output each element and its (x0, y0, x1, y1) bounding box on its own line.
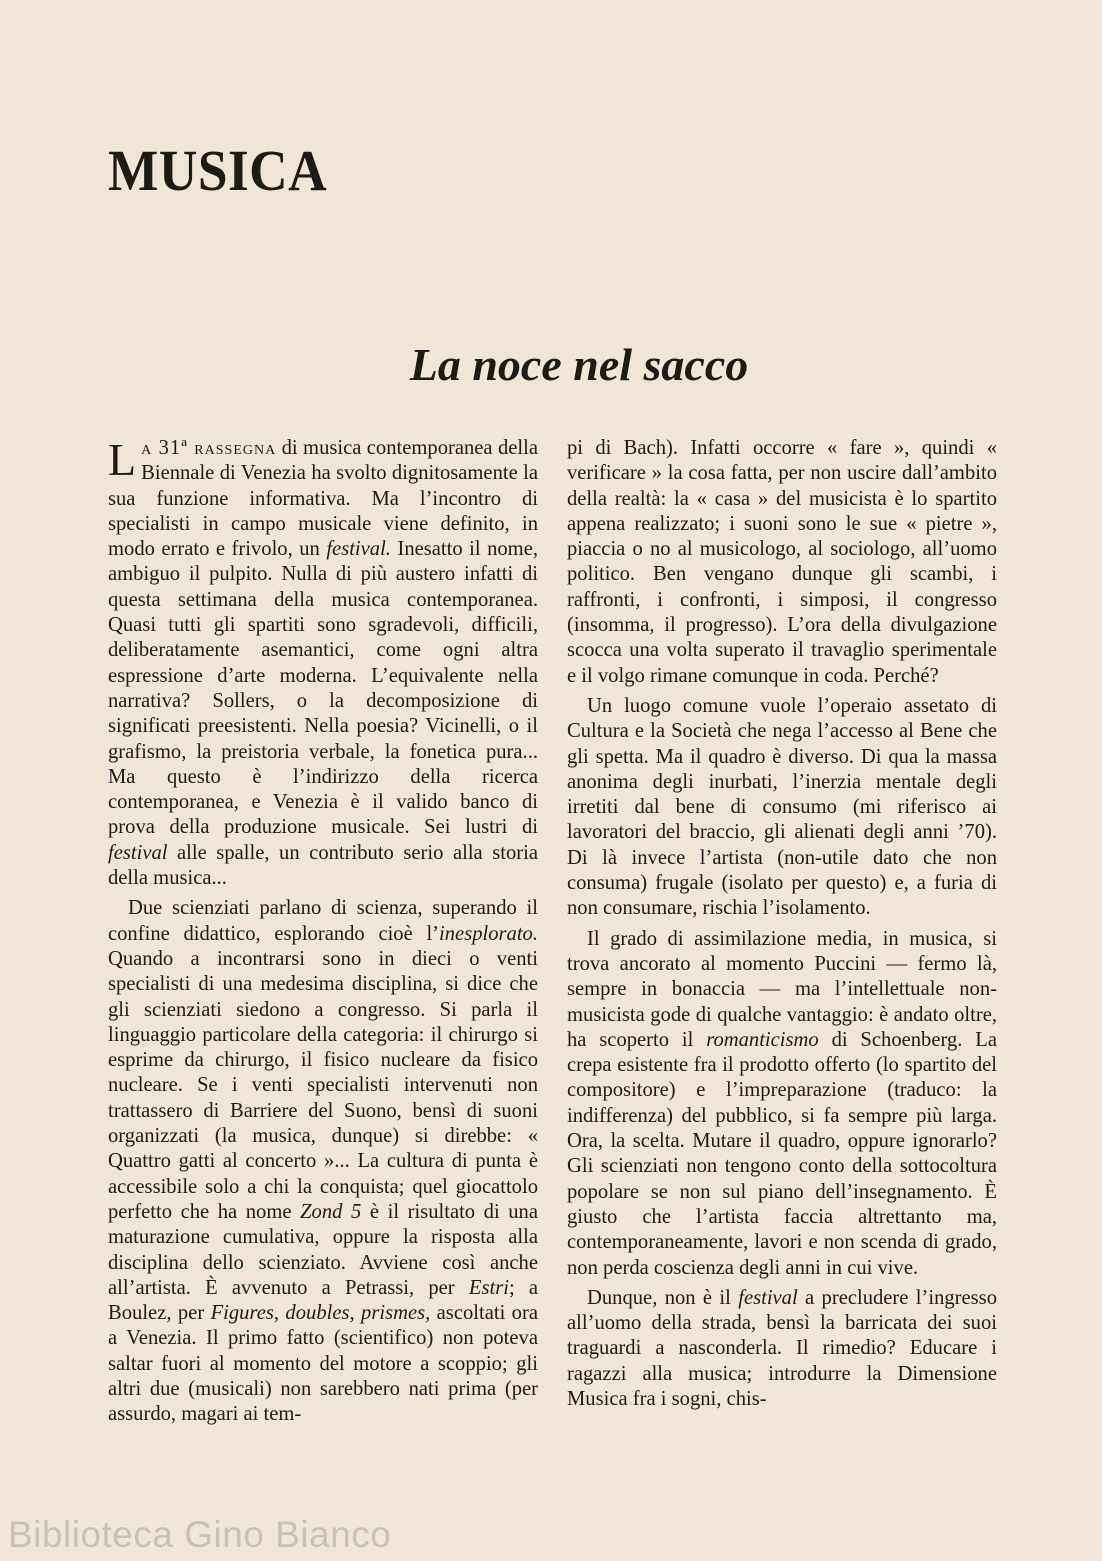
right-paragraph-3 (567, 927, 997, 1281)
italic-run: romanticismo (706, 1028, 819, 1051)
text-run: è il risultato di una maturazione cumulativa, oppure la risposta alla disciplina dello scienziato. Avviene così anche all’artista. È avvenuto a Petrassi, per (108, 1200, 538, 1299)
text-run: alle spalle, un contributo serio alla storia della musica... (108, 841, 538, 890)
article-title: La noce nel sacco (409, 339, 749, 390)
italic-run: festival (738, 1286, 798, 1309)
left-paragraph-1 (108, 436, 538, 891)
right-paragraph-1: pi di Bach). Infatti occorre « fare », quindi « verificare » la cosa fatta, per non uscire dall’ambito della realtà: la « casa » del musicista è lo spartito appena realizzato; i suoni sono le sue « pietre », piaccia o no al musicologo, al sociologo, all’uomo politico. Ben vengano dunque gli scambi, i raffronti, i confronti, i simposi, il congresso (insomma, il progresso). L’ora della divulgazione scocca una volta superato il travaglio sperimentale e il volgo rimane comunque in coda. Perché? (567, 437, 997, 687)
text-run: Quando a incontrarsi sono in dieci o venti specialisti di una medesima disciplina, si dice che gli scienziati siedono a congresso. Si parla il linguaggio particolare della categoria: il chirurgo si esprime da chirurgo, il fisico nucleare da fisico nucleare. Se i venti specialisti intervenuti non trattassero di Barriere del Suono, bensì di suoni organizzati (la musica, dunque) si direbbe: « Quattro gatti al concerto »... La cultura di punta è accessibile solo a chi la conquista; quel giocattolo perfetto che ha nome (108, 947, 538, 1223)
right-paragraph-4 (567, 1286, 997, 1412)
text-run: di Schoenberg. La crepa esistente fra il prodotto offerto (lo spartito del compositore) e l’impreparazione (traduco: la indifferenza) del pubblico, si fa sempre più larga. Ora, la scelta. Mutare il quadro, oppure ignorarlo? Gli scienziati non tengono conto della sottocoltura popolare se non sul piano dell’insegnamento. È giusto che l’artista faccia altrettanto ma, contemporaneamente, lavori e non scenda di grado, non perda coscienza degli anni in cui vive. (567, 1028, 997, 1279)
left-column (108, 436, 538, 1428)
lead-small-caps: a 31ª rassegna (141, 437, 277, 459)
section-title: MUSICA (108, 138, 328, 203)
drop-cap: L (108, 434, 137, 485)
text-run: Due scienziati parlano di scienza, superando il confine didattico, esplorando cioè l’ (108, 897, 538, 945)
italic-run: Zond 5 (300, 1200, 362, 1223)
right-paragraph-2: Un luogo comune vuole l’operaio assetato di Cultura e la Società che nega l’accesso al Bene che gli spetta. Ma il quadro è diverso. Di qua la massa anonima degli inurbati, l’inerzia mentale degli irretiti dal bene di consumo (mi riferisco ai lavoratori del braccio, gli alienati degli anni ’70). Di là invece l’artista (non-utile dato che non consuma) frugale (isolato per questo) e, a furia di non consumare, rischia l’isolamento. (567, 694, 997, 920)
italic-run: festival (108, 841, 168, 864)
text-run: Dunque, non è il (587, 1286, 739, 1309)
italic-run: Estri (468, 1276, 509, 1299)
left-paragraph-2 (108, 896, 538, 1427)
right-column (567, 436, 997, 1412)
text-run: ascoltati ora a Venezia. Il primo fatto (scientifico) non poteva saltar fuori al momento del motore a scoppio; gli altri due (musicali) non sarebbero nati prima (per assurdo, magari ai tem- (108, 1302, 538, 1426)
text-run: ; a Boulez, per (108, 1276, 539, 1325)
text-run: a precludere l’ingresso all’uomo della strada, bensì la barricata dei suoi traguardi a nasconderla. Il rimedio? Educare i ragazzi alla musica; introdurre la Dimensione Musica fra i sogni, chis- (567, 1286, 997, 1410)
italic-run: festival. (326, 538, 391, 561)
text-run: Inesatto il nome, ambiguo il pulpito. Nulla di più austero infatti di questa settimana della musica contemporanea. Quasi tutti gli spartiti sono sgradevoli, difficili, deliberatamente asemantici, come ogni altra espressione d’arte moderna. L’equivalente nella narrativa? Sollers, o la decomposizione di significati preesistenti. Nella poesia? Vicinelli, o il grafismo, la preistoria verbale, la fonetica pura... Ma questo è l’indirizzo della ricerca contemporanea, e Venezia è il valido banco di prova della produzione musicale. Sei lustri di (108, 538, 538, 839)
italic-run: Figures, doubles, prismes, (210, 1302, 431, 1325)
italic-run: inesplorato. (439, 922, 538, 945)
text-run: Il grado di assimilazione media, in musica, si trova ancorato al momento Puccini — fermo là, sempre in bonaccia — ma l’intellettuale non-musicista gode di qualche vantaggio: è andato oltre, ha scoperto il (567, 927, 997, 1051)
watermark: Biblioteca Gino Bianco (8, 1514, 392, 1555)
text-run: di musica contemporanea della Biennale di Venezia ha svolto dignitosamente la sua funzione informativa. Ma l’incontro di specialisti in campo musicale viene definito, in modo errato e frivolo, un (108, 437, 538, 561)
